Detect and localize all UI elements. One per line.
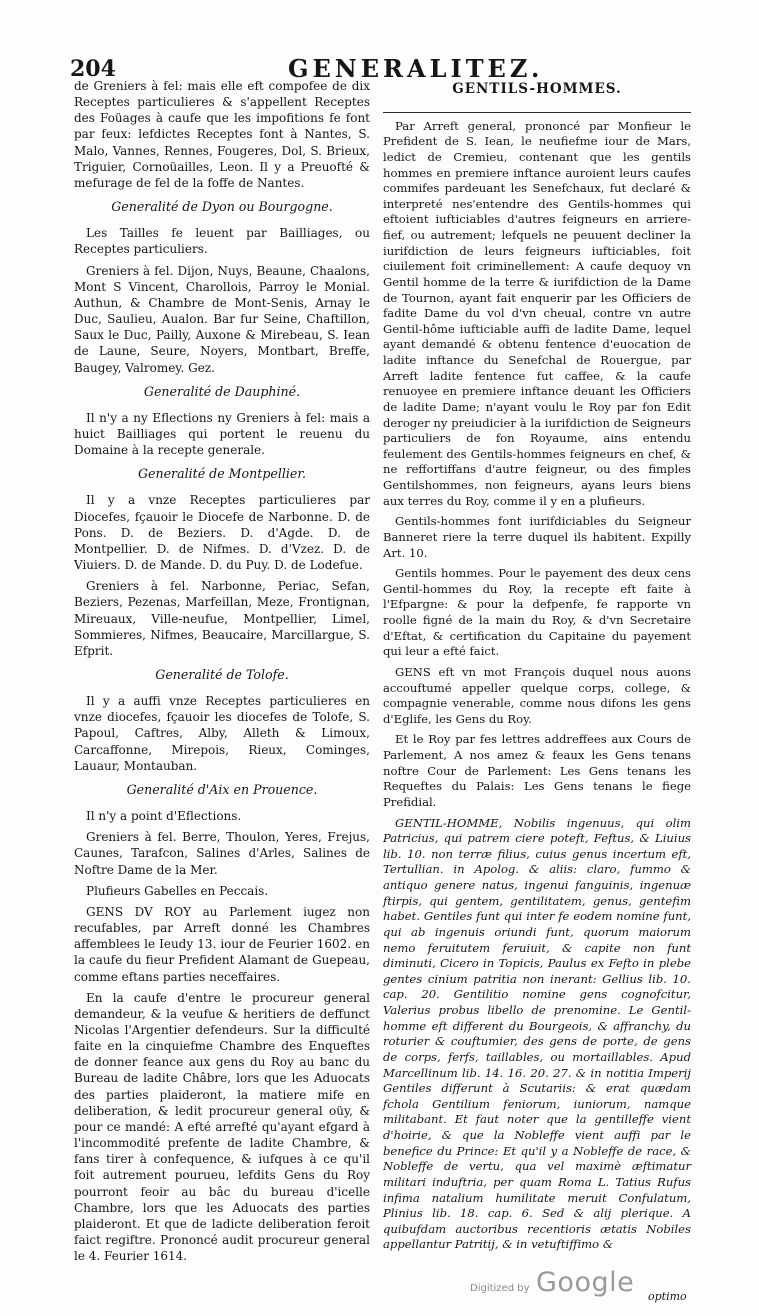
- heading-montpellier: Generalité de Montpellier.: [137, 466, 307, 482]
- left-paragraph-8: Il n'y a point d'Eflections.: [86, 809, 242, 824]
- right-column: [383, 78, 691, 1258]
- right-paragraph-2: Gentils-hommes font iurifdiciables du Seigneur Banneret riere la terre duquel ils habitent. Expilly Art. 10.: [383, 514, 691, 560]
- digitized-label: Digitized by: [470, 1283, 530, 1294]
- left-paragraph-12: En la caufe d'entre le procureur general demandeur, & la veufue & heritiers de deffunct Nicolas l'Argentier defendeurs. Sur la difficulté faite en la cinquiefme Chambre des Enqueftes de donner feance aux gens du Roy au banc du Bureau de ladite Châbre, lors que les Aduocats des parties plaideront, la matiere mife en deliberation, & ledit procureur general oüy, & pour ce mandé: A efté arrefté qu'ayant efgard à l'incommodité prefente de ladite Chambre, & fans tirer à confequence, & iufques à ce qu'il foit autrement pourueu, lefdits Gens du Roy pourront feoir au bâc du bureau d'icelle Chambre, lors que les Aduocats des parties plaideront. Et que de ladicte deliberation feroit faict regiftre. Prononcé audit procureur general le 4. Feurier 1614.: [74, 990, 370, 1264]
- right-paragraph-6: GENTIL-HOMME, Nobilis ingenuus, qui olim Patricius, qui patrem ciere poteft, Feftus, & Liuius lib. 10. non terræ filius, cuius genus incertum eft, Tertullian. in Apolog. & aliis: claro, fummo & antiquo genere natus, ingenui fanguinis, ingenuæ ftirpis, qui gentem, gentilitatem, genus, gentefim habet. Gentiles funt qui inter fe eodem nomine funt, qui ab ingenuis oriundi funt, quorum maiorum nemo feruitutem feruiuit, & capite non funt diminuti, Cicero in Topicis, Paulus ex Fefto in plebe gentes cinium patritia non inerant: Gellius lib. 10. cap. 20. Gentilitio nomine gens cognofcitur, Valerius probus libello de prenomine. Le Gentil-homme eft different du Bourgeois, & affranchy, du roturier & couftumier, des gens de porte, de gens de corps, ferfs, taillables, ou mortaillables. Apud Marcellinum lib. 14. 16. 20. 27. & in notitia Imperij Gentiles differunt à Scutariis: & erat quædam fchola Gentilium feniorum, iuniorum, namque militabant. Et faut noter que la gentilleffe vient d'hoirie, & que la Nobleffe vient auffi par le benefice du Prince: Et qu'il y a Nobleffe de race, & Nobleffe de vertu, qua vel maximè æftimatur militari induftria, per quam Roma L. Tatius Rufus infima natalium humilitate meruit Confulatum, Plinius lib. 18. cap. 6. Sed & alij plerique. A quibufdam auctoribus recentioris ætatis Nobiles appellantur Patritij, & in vetuftiffimo &: [383, 815, 691, 1252]
- right-paragraph-5: Et le Roy par fes lettres addreffees aux Cours de Parlement, A nos amez & feaux les Gens tenans noftre Cour de Parlement: Les Gens tenans les Requeftes du Palais: Les Gens tenans le fiege Prefidial.: [383, 732, 691, 809]
- left-paragraph-1: de Greniers à fel: mais elle eft compofee de dix Receptes particulieres & s'appellent Receptes des Foüages à caufe que les impofitions fe font par feux: lefdictes Receptes font à Nantes, S. Malo, Vannes, Rennes, Fougeres, Dol, S. Brieux, Triguier, Cornoüailles, Leon. Il y a Preuofté & mefurage de fel de la foffe de Nantes.: [74, 79, 370, 190]
- running-title: GENERALITEZ.: [288, 54, 544, 83]
- heading-dauphine: Generalité de Dauphiné.: [143, 383, 301, 399]
- left-paragraph-3: Greniers à fel. Dijon, Nuys, Beaune, Chaalons, Mont S Vincent, Charollois, Parroy le Monial. Authun, & Chambre de Mont-Senis, Arnay le Duc, Saulieu, Aualon. Bar fur Seine, Chaftillon, Saux le Duc, Pailly, Auxone & Mirebeau, S. Iean de Laune, Seure, Noyers, Montbart, Breffe, Baugey, Valromey. Gez.: [74, 263, 370, 375]
- left-paragraph-9: Greniers à fel. Berre, Thoulon, Yeres, Frejus, Caunes, Tarafcon, Salines d'Arles, Salines de Noftre Dame de la Mer.: [74, 830, 370, 877]
- digitization-watermark: [470, 1267, 650, 1301]
- section-rule: [383, 112, 691, 113]
- left-paragraph-7: Il y a auffi vnze Receptes particulieres en vnze diocefes, fçauoir les diocefes de Tolofe, S. Papoul, Caftres, Alby, Alleth & Limoux, Carcaffonne, Mirepois, Rieux, Cominges, Lauaur, Montauban.: [74, 694, 370, 773]
- heading-aix-en-provence: Generalité d'Aix en Prouence.: [126, 781, 318, 797]
- left-paragraph-6: Greniers à fel. Narbonne, Periac, Sefan, Beziers, Pezenas, Marfeillan, Meze, Frontignan, Mireuaux, Ville-neufue, Montpellier, Limel, Sommieres, Nifmes, Beaucaire, Marcillargue, S. Efprit.: [74, 579, 370, 658]
- section-title-gentils-hommes: GENTILS-HOMMES.: [452, 81, 622, 97]
- left-column: [74, 78, 370, 1269]
- google-logo: Google: [536, 1267, 635, 1298]
- right-paragraph-1: Par Arreft general, prononcé par Monfieur le Prefident de S. Iean, le neufiefme iour de Mars, ledict de Cremieu, contenant que les gentils hommes en premiere inftance auroient leurs caufes commifes pardeuant les Senefchaux, fut declaré & interpreté nes'entendre des Gentils-hommes qui eftoient iufticiables d'autres feigneurs en arriere-fief, ou autrement; lefquels ne peuuent decliner la iurifdiction de leurs feigneurs iufticiables, foit ciuilement foit criminellement: A caufe dequoy vn Gentil homme de la terre & iurifdiction de la Dame de Tournon, ayant fait enquerir par les Officiers de fadite Dame du vol d'vn cheual, contre vn autre Gentil-hôme iufticiable auffi de ladite Dame, lequel ayant demandé & obtenu fentence d'euocation de ladite inftance du Senefchal de Rouergue, par Arreft ladite fentence fut caffee, & la caufe renuoyee en premiere inftance deuant les Officiers de ladite Dame; n'ayant voulu le Roy par fon Edit deroger ny preiudicier à la iurifdiction de Seigneurs particuliers de fon Royaume, ains entendu feulement des Gentils-hommes feigneurs en chef, & ne reffortiffans d'autre feigneur, ou des fimples Gentilshommes, non feigneurs, ayans leurs biens aux terres du Roy, comme il y en a plufieurs.: [383, 118, 691, 508]
- left-paragraph-11: GENS DV ROY au Parlement iugez non recufables, par Arreft donné les Chambres affemblees le Ieudy 13. iour de Feurier 1602. en la caufe du fieur Prefident Alamant de Guepeau, comme eftans parties neceffaires.: [74, 904, 370, 984]
- left-paragraph-4: Il n'y a ny Eflections ny Greniers à fel: mais a huict Bailliages qui portent le reuenu du Domaine à la recepte generale.: [74, 410, 370, 458]
- heading-tolose: Generalité de Tolofe.: [155, 667, 289, 682]
- left-paragraph-10: Plufieurs Gabelles en Peccais.: [86, 883, 269, 898]
- right-paragraph-3: Gentils hommes. Pour le payement des deux cens Gentil-hommes du Roy, la recepte eft faite à l'Efpargne: & pour la defpenfe, fe rapporte vn roolle figné de la main du Roy, & d'vn Secretaire d'Eftat, & certification du Capitaine du payement qui leur a efté faict.: [383, 566, 691, 659]
- heading-bourgogne: Generalité de Dyon ou Bourgogne.: [111, 199, 333, 215]
- catchword: optimo: [648, 1290, 687, 1303]
- left-paragraph-5: Il y a vnze Receptes particulieres par Diocefes, fçauoir le Diocefe de Narbonne. D. de Pons. D. de Beziers. D. d'Agde. D. de Montpellier. D. de Nifmes. D. d'Vzez. D. de Viuiers. D. de Mande. D. du Puy. D. de Lodefue.: [74, 493, 370, 573]
- page-number: 204: [70, 56, 116, 82]
- right-paragraph-4: GENS eft vn mot François duquel nous auons accouftumé appeller quelque corps, college, & compagnie venerable, comme nous difons les gens d'Eglife, les Gens du Roy.: [383, 664, 691, 726]
- left-paragraph-2: Les Tailles fe leuent par Bailliages, ou Receptes particuliers.: [74, 226, 370, 257]
